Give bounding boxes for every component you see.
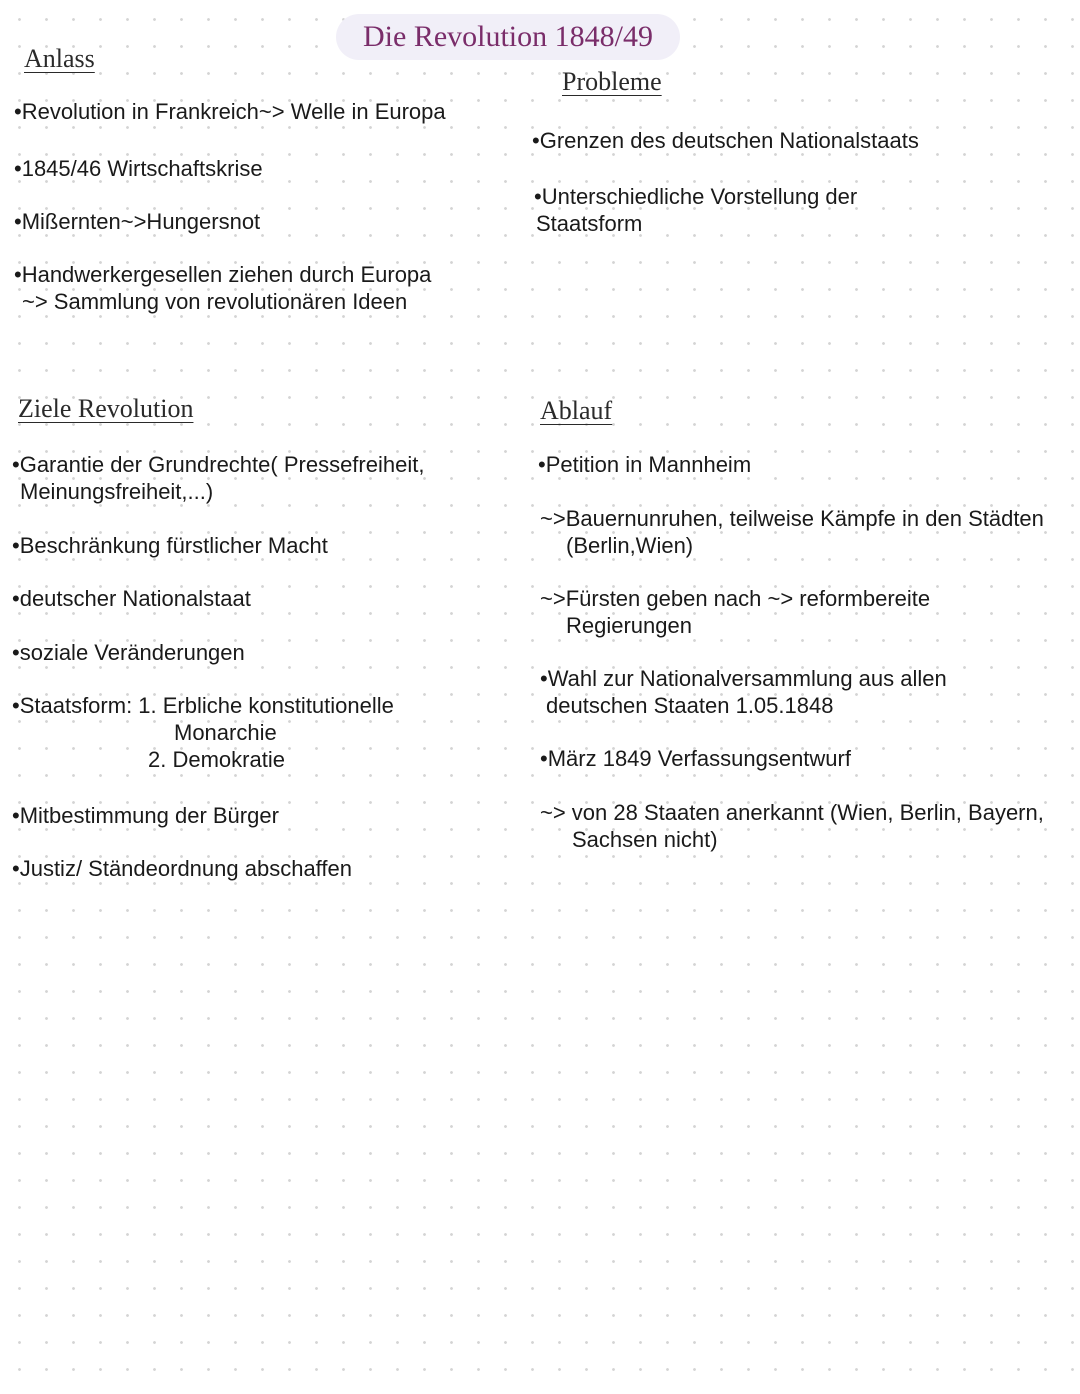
- ziele-line-6: •Staatsform: 1. Erbliche konstitutionelle: [12, 693, 394, 718]
- ziele-line-10: •Justiz/ Ständeordnung abschaffen: [12, 856, 352, 881]
- ziele-line-7: Monarchie: [174, 720, 277, 745]
- heading-ablauf: Ablauf: [540, 396, 613, 425]
- ablauf-line-3: (Berlin,Wien): [566, 533, 694, 558]
- ablauf-line-4: ~>Fürsten geben nach ~> reformbereite: [540, 586, 931, 611]
- ziele-line-3: •Beschränkung fürstlicher Macht: [12, 533, 328, 558]
- heading-anlass: Anlass: [24, 44, 95, 73]
- probleme-line-3: Staatsform: [536, 211, 643, 236]
- probleme-line-1: •Grenzen des deutschen Nationalstaats: [532, 128, 919, 153]
- ziele-line-9: •Mitbestimmung der Bürger: [12, 803, 279, 828]
- ablauf-line-5: Regierungen: [566, 613, 692, 638]
- ablauf-line-8: •März 1849 Verfassungsentwurf: [540, 746, 851, 771]
- ablauf-line-2: ~>Bauernunruhen, teilweise Kämpfe in den Städten: [540, 506, 1044, 531]
- ziele-line-2: Meinungsfreiheit,...): [20, 479, 214, 504]
- anlass-line-3: •Mißernten~>Hungersnot: [14, 209, 261, 234]
- ablauf-line-9: ~> von 28 Staaten anerkannt (Wien, Berlin, Bayern,: [540, 800, 1044, 825]
- ziele-line-8: 2. Demokratie: [148, 747, 285, 772]
- heading-ziele: Ziele Revolution: [18, 394, 194, 423]
- ablauf-line-1: •Petition in Mannheim: [538, 452, 752, 477]
- ziele-line-4: •deutscher Nationalstaat: [12, 586, 251, 611]
- heading-probleme: Probleme: [562, 67, 662, 96]
- ablauf-line-7: deutschen Staaten 1.05.1848: [546, 693, 834, 718]
- anlass-line-5: ~> Sammlung von revolutionären Ideen: [22, 289, 408, 314]
- ziele-line-1: •Garantie der Grundrechte( Pressefreiheit,: [12, 452, 425, 477]
- anlass-line-4: •Handwerkergesellen ziehen durch Europa: [14, 262, 432, 287]
- anlass-line-2: •1845/46 Wirtschaftskrise: [14, 156, 263, 181]
- page-title: Die Revolution 1848/49: [336, 14, 680, 60]
- ablauf-line-6: •Wahl zur Nationalversammlung aus allen: [540, 666, 947, 691]
- ablauf-line-10: Sachsen nicht): [572, 827, 718, 852]
- ziele-line-5: •soziale Veränderungen: [12, 640, 245, 665]
- probleme-line-2: •Unterschiedliche Vorstellung der: [534, 184, 858, 209]
- anlass-line-1: •Revolution in Frankreich~> Welle in Europa: [14, 99, 446, 124]
